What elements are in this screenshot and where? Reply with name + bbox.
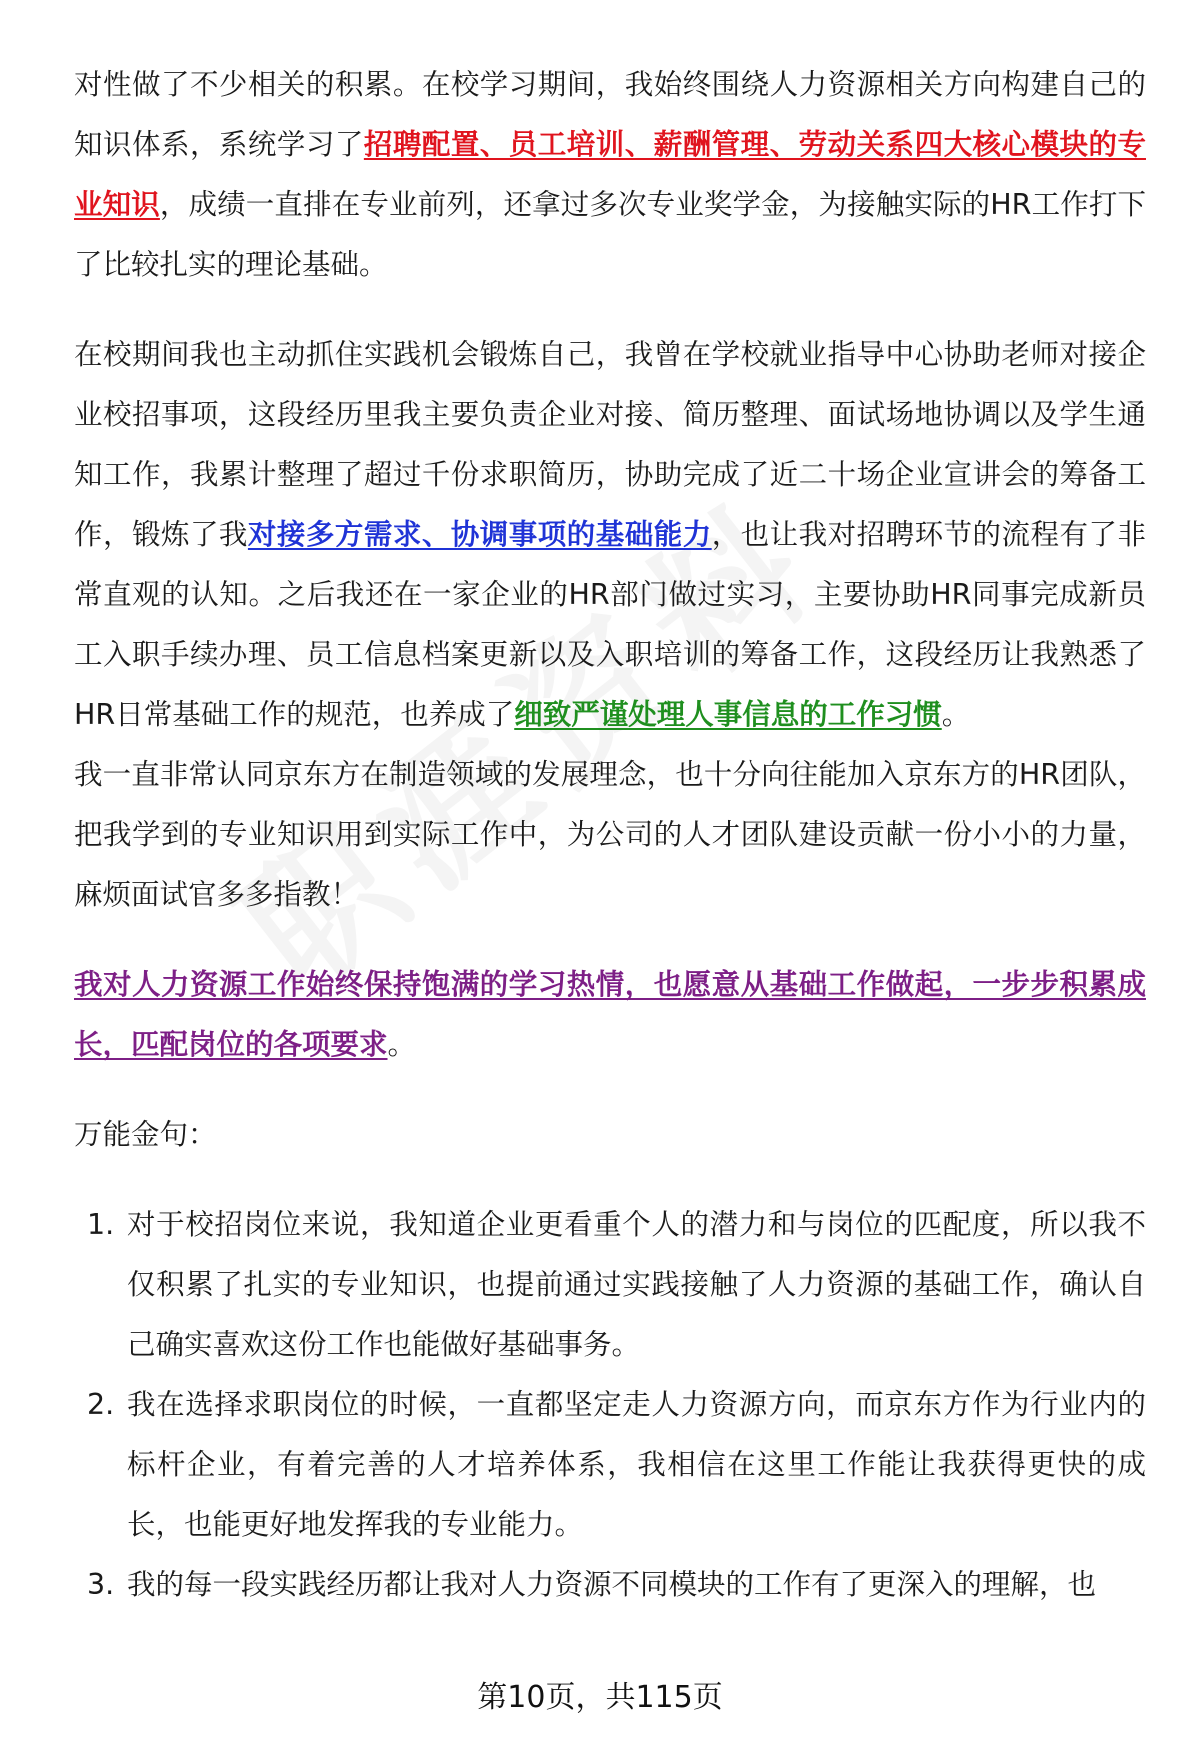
list-number: 3.: [87, 1568, 115, 1601]
section-heading: 万能金句：: [74, 1118, 217, 1151]
list-item-text: 对于校招岗位来说，我知道企业更看重个人的潜力和与岗位的匹配度，所以我不仅积累了扎实的专业知识，也提前通过实践接触了人力资源的基础工作，确认自己确实喜欢这份工作也能做好基础事务。: [127, 1208, 1146, 1361]
list-item-text: 我在选择求职岗位的时候，一直都坚定走人力资源方向，而京东方作为行业内的标杆企业，有着完善的人才培养体系，我相信在这里工作能让我获得更快的成长，也能更好地发挥我的专业能力。: [127, 1388, 1146, 1541]
paragraph-summary: [74, 955, 1146, 1075]
list-item-text: 我的每一段实践经历都让我对人力资源不同模块的工作有了更深入的理解，也: [127, 1568, 1097, 1601]
list-item: [74, 1195, 1146, 1375]
paragraph-knowledge: [74, 55, 1146, 295]
list-item: [74, 1375, 1146, 1555]
highlight-core-modules: 招聘配置、员工培训、薪酬管理、劳动关系四大核心模块的专业知识: [74, 128, 1146, 221]
paragraph-text: 。: [387, 1028, 417, 1061]
highlight-coordination-ability: 对接多方需求、协调事项的基础能力: [247, 518, 712, 551]
highlight-summary: 我对人力资源工作始终保持饱满的学习热情，也愿意从基础工作做起，一步步积累成长，匹配岗位的各项要求: [74, 968, 1146, 1061]
paragraph-text: 对性做了不少相关的积累。在校学习期间，我始终围绕人力资源相关方向构建自己的知识体系，系统学习了: [74, 68, 1146, 161]
paragraph-practice: [74, 325, 1146, 745]
paragraph-text: ，成绩一直排在专业前列，还拿过多次专业奖学金，为接触实际的HR工作打下了比较扎实的理论基础。: [74, 188, 1146, 281]
paragraph-text: 。: [941, 698, 971, 731]
list-number: 2.: [87, 1388, 115, 1421]
page-footer: 第10页，共115页: [477, 1680, 723, 1715]
document-page: [74, 55, 1146, 1615]
list-number: 1.: [87, 1208, 115, 1241]
paragraph-motivation: 我一直非常认同京东方在制造领域的发展理念，也十分向往能加入京东方的HR团队，把我学到的专业知识用到实际工作中，为公司的人才团队建设贡献一份小小的力量，麻烦面试官多多指教！: [74, 758, 1146, 911]
golden-sentences-list: [74, 1195, 1146, 1615]
paragraph-text: 在校期间我也主动抓住实践机会锻炼自己，我曾在学校就业指导中心协助老师对接企业校招事项，这段经历里我主要负责企业对接、简历整理、面试场地协调以及学生通知工作，我累计整理了超过千份求职简历，协助完成了近二十场企业宣讲会的筹备工作，锻炼了我: [74, 338, 1146, 551]
paragraph-text: ，也让我对招聘环节的流程有了非常直观的认知。之后我还在一家企业的HR部门做过实习，主要协助HR同事完成新员工入职手续办理、员工信息档案更新以及入职培训的筹备工作，这段经历让我熟悉了HR日常基础工作的规范，也养成了: [74, 518, 1146, 731]
list-item: [74, 1555, 1146, 1615]
highlight-work-habit: 细致严谨处理人事信息的工作习惯: [514, 698, 942, 731]
